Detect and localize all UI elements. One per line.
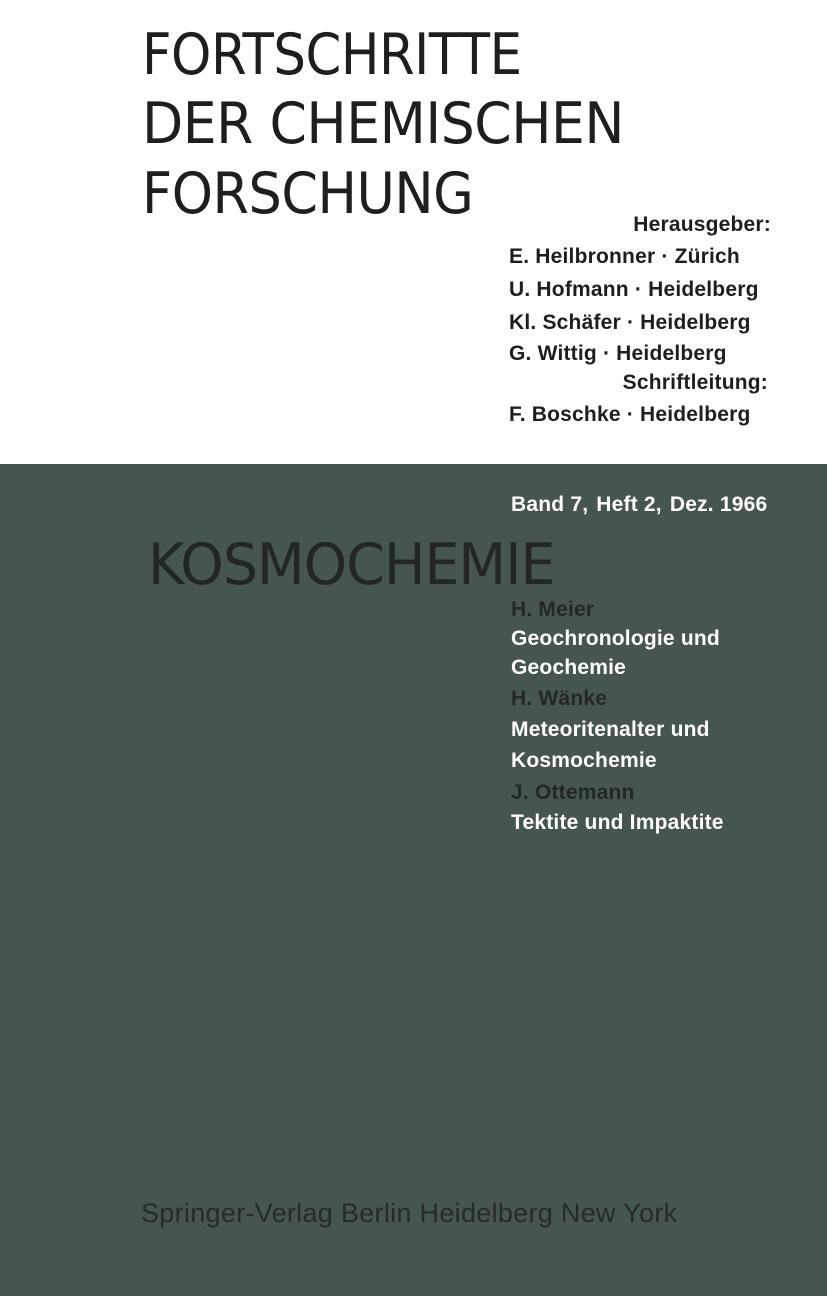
editorial-name: F. Boschke · Heidelberg <box>509 403 751 426</box>
toc-title: Kosmochemie <box>511 749 657 772</box>
issue-date: Dez. 1966 <box>669 493 768 516</box>
series-title-line-2: DER CHEMISCHEN <box>142 91 625 157</box>
issue-volume: Band 7, <box>511 493 589 516</box>
editor-name: Kl. Schäfer · Heidelberg <box>509 311 751 334</box>
editor-name: E. Heilbronner · Zürich <box>509 245 740 268</box>
toc-title: Tektite und Impaktite <box>511 811 724 834</box>
series-title-line-1: FORTSCHRITTE <box>142 22 522 88</box>
toc-author: H. Wänke <box>511 687 608 710</box>
toc-author: H. Meier <box>511 598 595 621</box>
issue-info <box>511 493 775 517</box>
toc-author: J. Ottemann <box>511 781 635 804</box>
issue-title: KOSMOCHEMIE <box>148 532 555 598</box>
issue-number: Heft 2, <box>596 493 662 516</box>
editors-label: Herausgeber: <box>633 213 771 236</box>
toc-title: Geochronologie und <box>511 627 720 650</box>
editorial-label: Schriftleitung: <box>622 371 768 394</box>
editor-name: G. Wittig · Heidelberg <box>509 342 727 365</box>
series-title-line-3: FORSCHUNG <box>142 161 474 227</box>
publisher-imprint: Springer-Verlag Berlin Heidelberg New York <box>141 1198 678 1228</box>
cover-top-panel <box>0 0 827 464</box>
toc-title: Meteoritenalter und <box>511 718 710 741</box>
toc-title: Geochemie <box>511 656 627 679</box>
editor-name: U. Hofmann · Heidelberg <box>509 278 759 301</box>
